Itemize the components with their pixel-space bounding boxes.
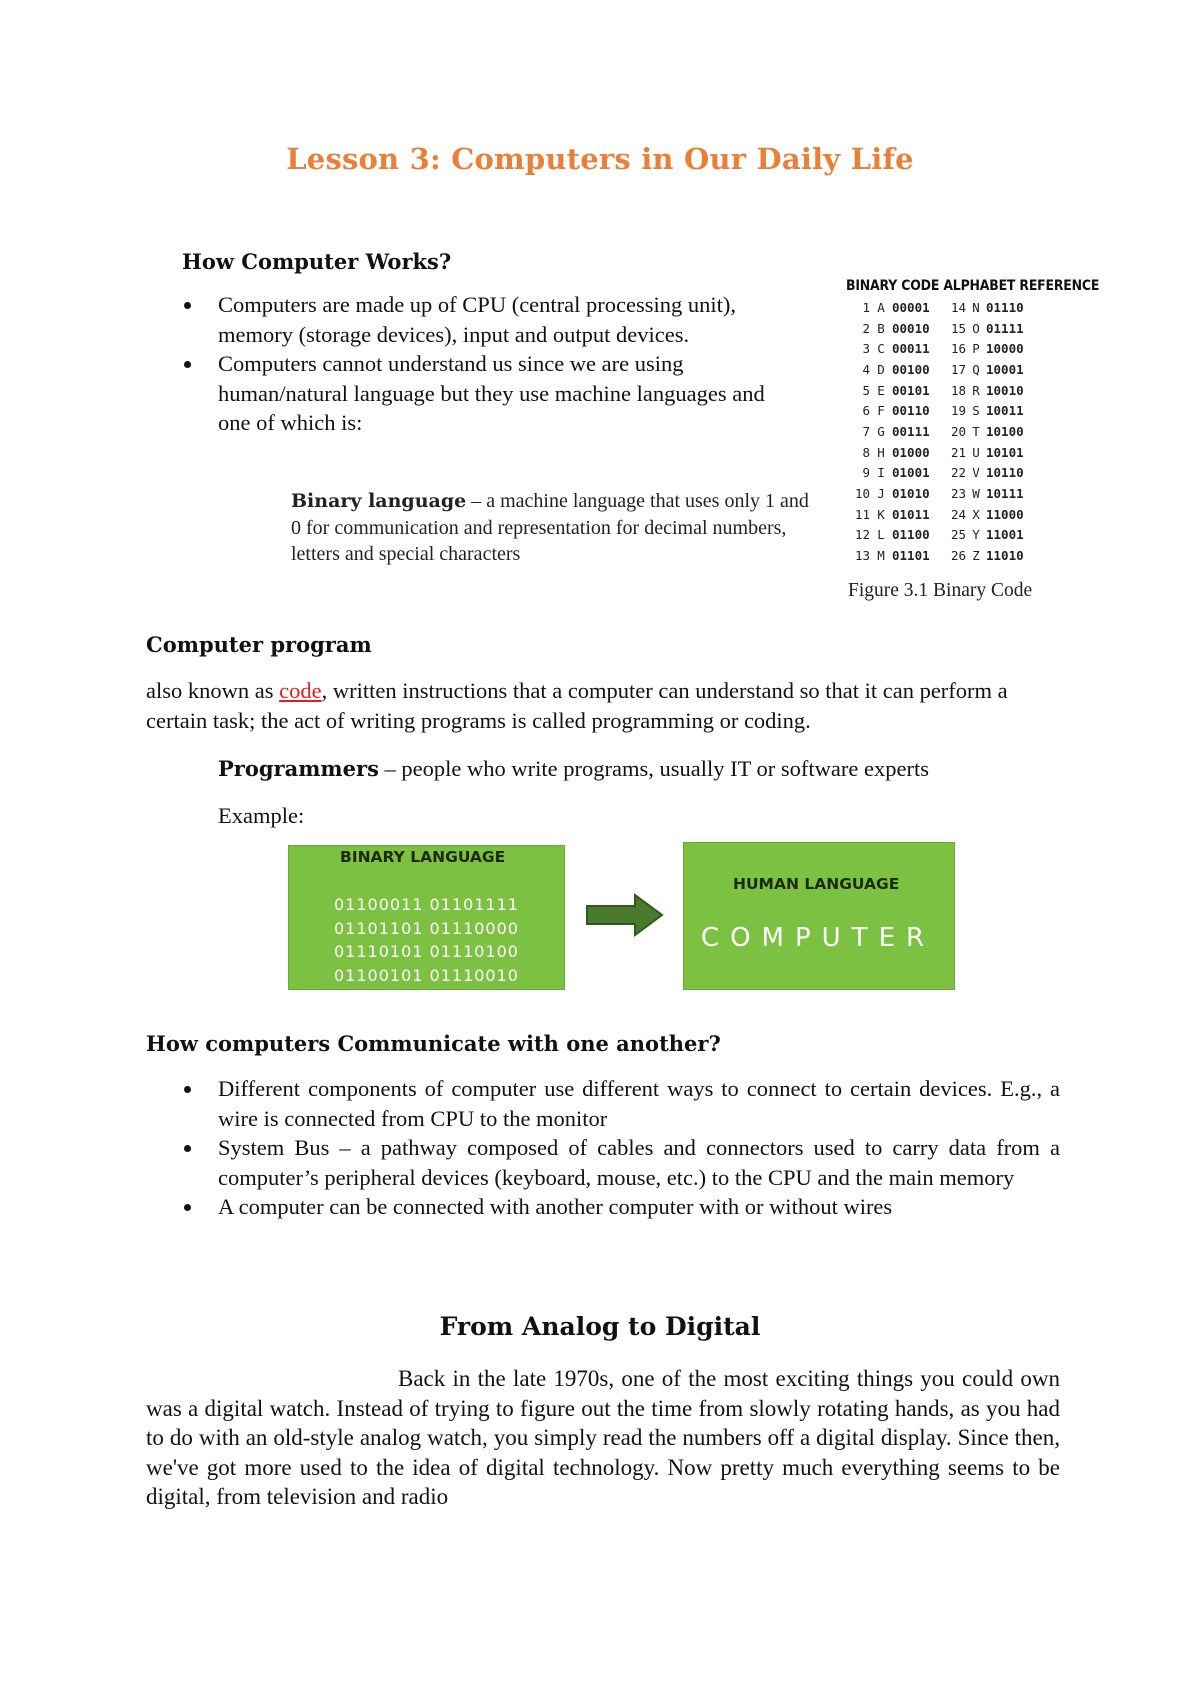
binary-code-cell: 10011 <box>986 403 1024 419</box>
programmers-term: Programmers <box>218 756 379 781</box>
binary-code-row <box>846 421 1066 442</box>
binary-code-cell: Y <box>972 527 980 543</box>
figure-caption: Figure 3.1 Binary Code <box>848 580 1033 601</box>
human-language-box <box>683 842 955 990</box>
program-text-after: , written instructions that a computer can understand so that it can perform a certain task; the act of writing programs is called programming or coding. <box>146 678 1008 733</box>
binary-code-cell: 01011 <box>892 506 930 522</box>
binary-lines <box>334 893 519 987</box>
program-text-before: also known as <box>146 678 280 703</box>
binary-code-cell: X <box>972 506 980 522</box>
binary-code-cell: N <box>972 299 980 315</box>
human-language-word: COMPUTER <box>700 923 936 953</box>
programmers-text: – people who write programs, usually IT or software experts <box>378 756 929 781</box>
analog-paragraph <box>146 1364 1060 1512</box>
binary-code-cell: I <box>877 465 885 481</box>
binary-code-row <box>846 463 1066 484</box>
binary-line: 01110101 01110100 <box>334 942 519 961</box>
binary-code-cell: 22 <box>950 465 966 481</box>
binary-code-cell: 21 <box>950 444 966 460</box>
binary-code-cell: V <box>972 465 980 481</box>
binary-code-cell: 00111 <box>892 423 930 439</box>
binary-code-cell: F <box>877 403 885 419</box>
binary-code-cell: G <box>877 423 885 439</box>
binary-code-cell: 00010 <box>892 320 930 336</box>
binary-code-row <box>846 400 1066 421</box>
binary-code-cell: 23 <box>950 486 966 502</box>
binary-code-cell: 00100 <box>892 361 930 377</box>
binary-code-cell: H <box>877 444 885 460</box>
binary-code-cell: 8 <box>862 444 870 460</box>
binary-code-row <box>846 297 1066 318</box>
binary-line: 01100101 01110010 <box>334 965 519 985</box>
binary-code-cell: D <box>877 361 885 377</box>
binary-code-cell: 5 <box>862 382 870 398</box>
programmers-definition <box>218 754 1068 784</box>
binary-language-title: BINARY LANGUAGE <box>340 848 506 866</box>
binary-code-cell: 10100 <box>986 423 1024 439</box>
binary-code-cell: 15 <box>950 320 966 336</box>
binary-code-cell: C <box>877 341 885 357</box>
page-title: Lesson 3: Computers in Our Daily Life <box>286 142 914 176</box>
communicate-bullets <box>182 1074 1060 1222</box>
binary-code-cell: 10000 <box>986 341 1024 357</box>
binary-code-row <box>846 483 1066 504</box>
binary-code-cell: 4 <box>862 361 870 377</box>
binary-code-cell: T <box>972 423 980 439</box>
binary-code-cell: 11000 <box>986 506 1024 522</box>
binary-code-cell: 01110 <box>986 299 1024 315</box>
binary-code-cell: 6 <box>862 403 870 419</box>
binary-code-cell: A <box>877 299 885 315</box>
binary-code-cell: B <box>877 320 885 336</box>
human-language-title: HUMAN LANGUAGE <box>733 875 900 893</box>
binary-code-cell: 26 <box>950 548 966 564</box>
binary-code-row <box>846 338 1066 359</box>
binary-line: 01101101 01110000 <box>334 918 519 938</box>
binary-code-cell: 3 <box>862 341 870 357</box>
binary-code-cell: 11001 <box>986 527 1024 543</box>
binary-code-cell: K <box>877 506 885 522</box>
binary-code-cell: M <box>877 548 885 564</box>
binary-code-cell: J <box>877 486 885 502</box>
binary-code-cell: 19 <box>950 403 966 419</box>
binary-code-cell: 00110 <box>892 403 930 419</box>
section-heading-how-works: How Computer Works? <box>182 249 452 274</box>
binary-code-row <box>846 380 1066 401</box>
binary-code-cell: 10 <box>854 486 870 502</box>
binary-code-cell: 00101 <box>892 382 930 398</box>
binary-code-cell: 00011 <box>892 341 930 357</box>
binary-code-figure <box>846 276 1100 566</box>
binary-code-cell: 12 <box>854 527 870 543</box>
binary-code-row <box>846 318 1066 339</box>
binary-code-cell: 01100 <box>892 527 930 543</box>
binary-code-cell: 7 <box>862 423 870 439</box>
binary-code-cell: 16 <box>950 341 966 357</box>
right-arrow-icon <box>585 893 665 941</box>
binary-code-cell: W <box>972 486 980 502</box>
example-label: Example: <box>218 803 305 828</box>
program-definition <box>146 676 1064 735</box>
list-item: Different components of computer use different ways to connect to certain devices. E.g., a wire is connected from CPU to the monitor <box>182 1074 1060 1133</box>
binary-code-cell: 10001 <box>986 361 1024 377</box>
binary-code-row <box>846 359 1066 380</box>
binary-code-cell: 01111 <box>986 320 1024 336</box>
binary-code-cell: 01001 <box>892 465 930 481</box>
binary-code-cell: 25 <box>950 527 966 543</box>
list-item: System Bus – a pathway composed of cables and connectors used to carry data from a computer’s peripheral devices (keyboard, mouse, etc.) to the CPU and the main memory <box>182 1133 1060 1192</box>
binary-code-cell: 17 <box>950 361 966 377</box>
binary-code-cell: U <box>972 444 980 460</box>
code-link[interactable]: code <box>279 678 322 703</box>
section-heading-program: Computer program <box>146 632 372 657</box>
binary-code-cell: 00001 <box>892 299 930 315</box>
binary-code-cell: 13 <box>854 548 870 564</box>
binary-code-cell: 18 <box>950 382 966 398</box>
binary-code-cell: P <box>972 341 980 357</box>
binary-code-cell: E <box>877 382 885 398</box>
binary-code-cell: S <box>972 403 980 419</box>
list-item: Computers cannot understand us since we are using human/natural language but they use machine languages and one of which is: <box>182 349 792 438</box>
section-heading-analog: From Analog to Digital <box>439 1312 761 1341</box>
binary-code-row <box>846 525 1066 546</box>
figure-title: BINARY CODE ALPHABET REFERENCE <box>846 276 1100 294</box>
binary-language-definition <box>291 488 811 568</box>
binary-code-row <box>846 545 1066 566</box>
definition-text: – a machine language that uses only 1 and 0 for communication and representation for decimal numbers, letters and special characters <box>291 490 809 565</box>
binary-code-cell: L <box>877 527 885 543</box>
binary-code-cell: 20 <box>950 423 966 439</box>
binary-code-cell: 24 <box>950 506 966 522</box>
binary-code-cell: R <box>972 382 980 398</box>
list-item: A computer can be connected with another computer with or without wires <box>182 1192 1060 1222</box>
binary-code-cell: 11 <box>854 506 870 522</box>
binary-code-cell: 01000 <box>892 444 930 460</box>
binary-code-row <box>846 504 1066 525</box>
section-heading-communicate: How computers Communicate with one another? <box>146 1031 721 1056</box>
list-item: Computers are made up of CPU (central processing unit), memory (storage devices), input and output devices. <box>182 290 792 349</box>
binary-code-cell: O <box>972 320 980 336</box>
binary-line: 01100011 01101111 <box>334 895 519 914</box>
binary-code-row <box>846 442 1066 463</box>
analog-paragraph-text: Back in the late 1970s, one of the most exciting things you could own was a digital watch. Instead of trying to figure out the time from slowly rotating hands, as you had to do with an old-style analog watch, you simply read the numbers off a digital display. Since then, we've got more used to the idea of digital technology. Now pretty much everything seems to be digital, from television and radio <box>146 1366 1060 1510</box>
binary-code-cell: 2 <box>862 320 870 336</box>
definition-term: Binary language <box>291 490 467 512</box>
binary-code-cell: 01010 <box>892 486 930 502</box>
binary-code-cell: 9 <box>862 465 870 481</box>
binary-code-cell: 10111 <box>986 486 1024 502</box>
binary-code-cell: 14 <box>950 299 966 315</box>
binary-code-cell: 10101 <box>986 444 1024 460</box>
binary-code-cell: 1 <box>862 299 870 315</box>
binary-code-cell: Q <box>972 361 980 377</box>
binary-code-cell: 10010 <box>986 382 1024 398</box>
binary-code-cell: 10110 <box>986 465 1024 481</box>
binary-code-cell: Z <box>972 548 980 564</box>
binary-code-cell: 11010 <box>986 548 1024 564</box>
binary-code-table <box>846 297 1066 566</box>
how-works-bullets <box>182 290 792 438</box>
binary-code-cell: 01101 <box>892 548 930 564</box>
